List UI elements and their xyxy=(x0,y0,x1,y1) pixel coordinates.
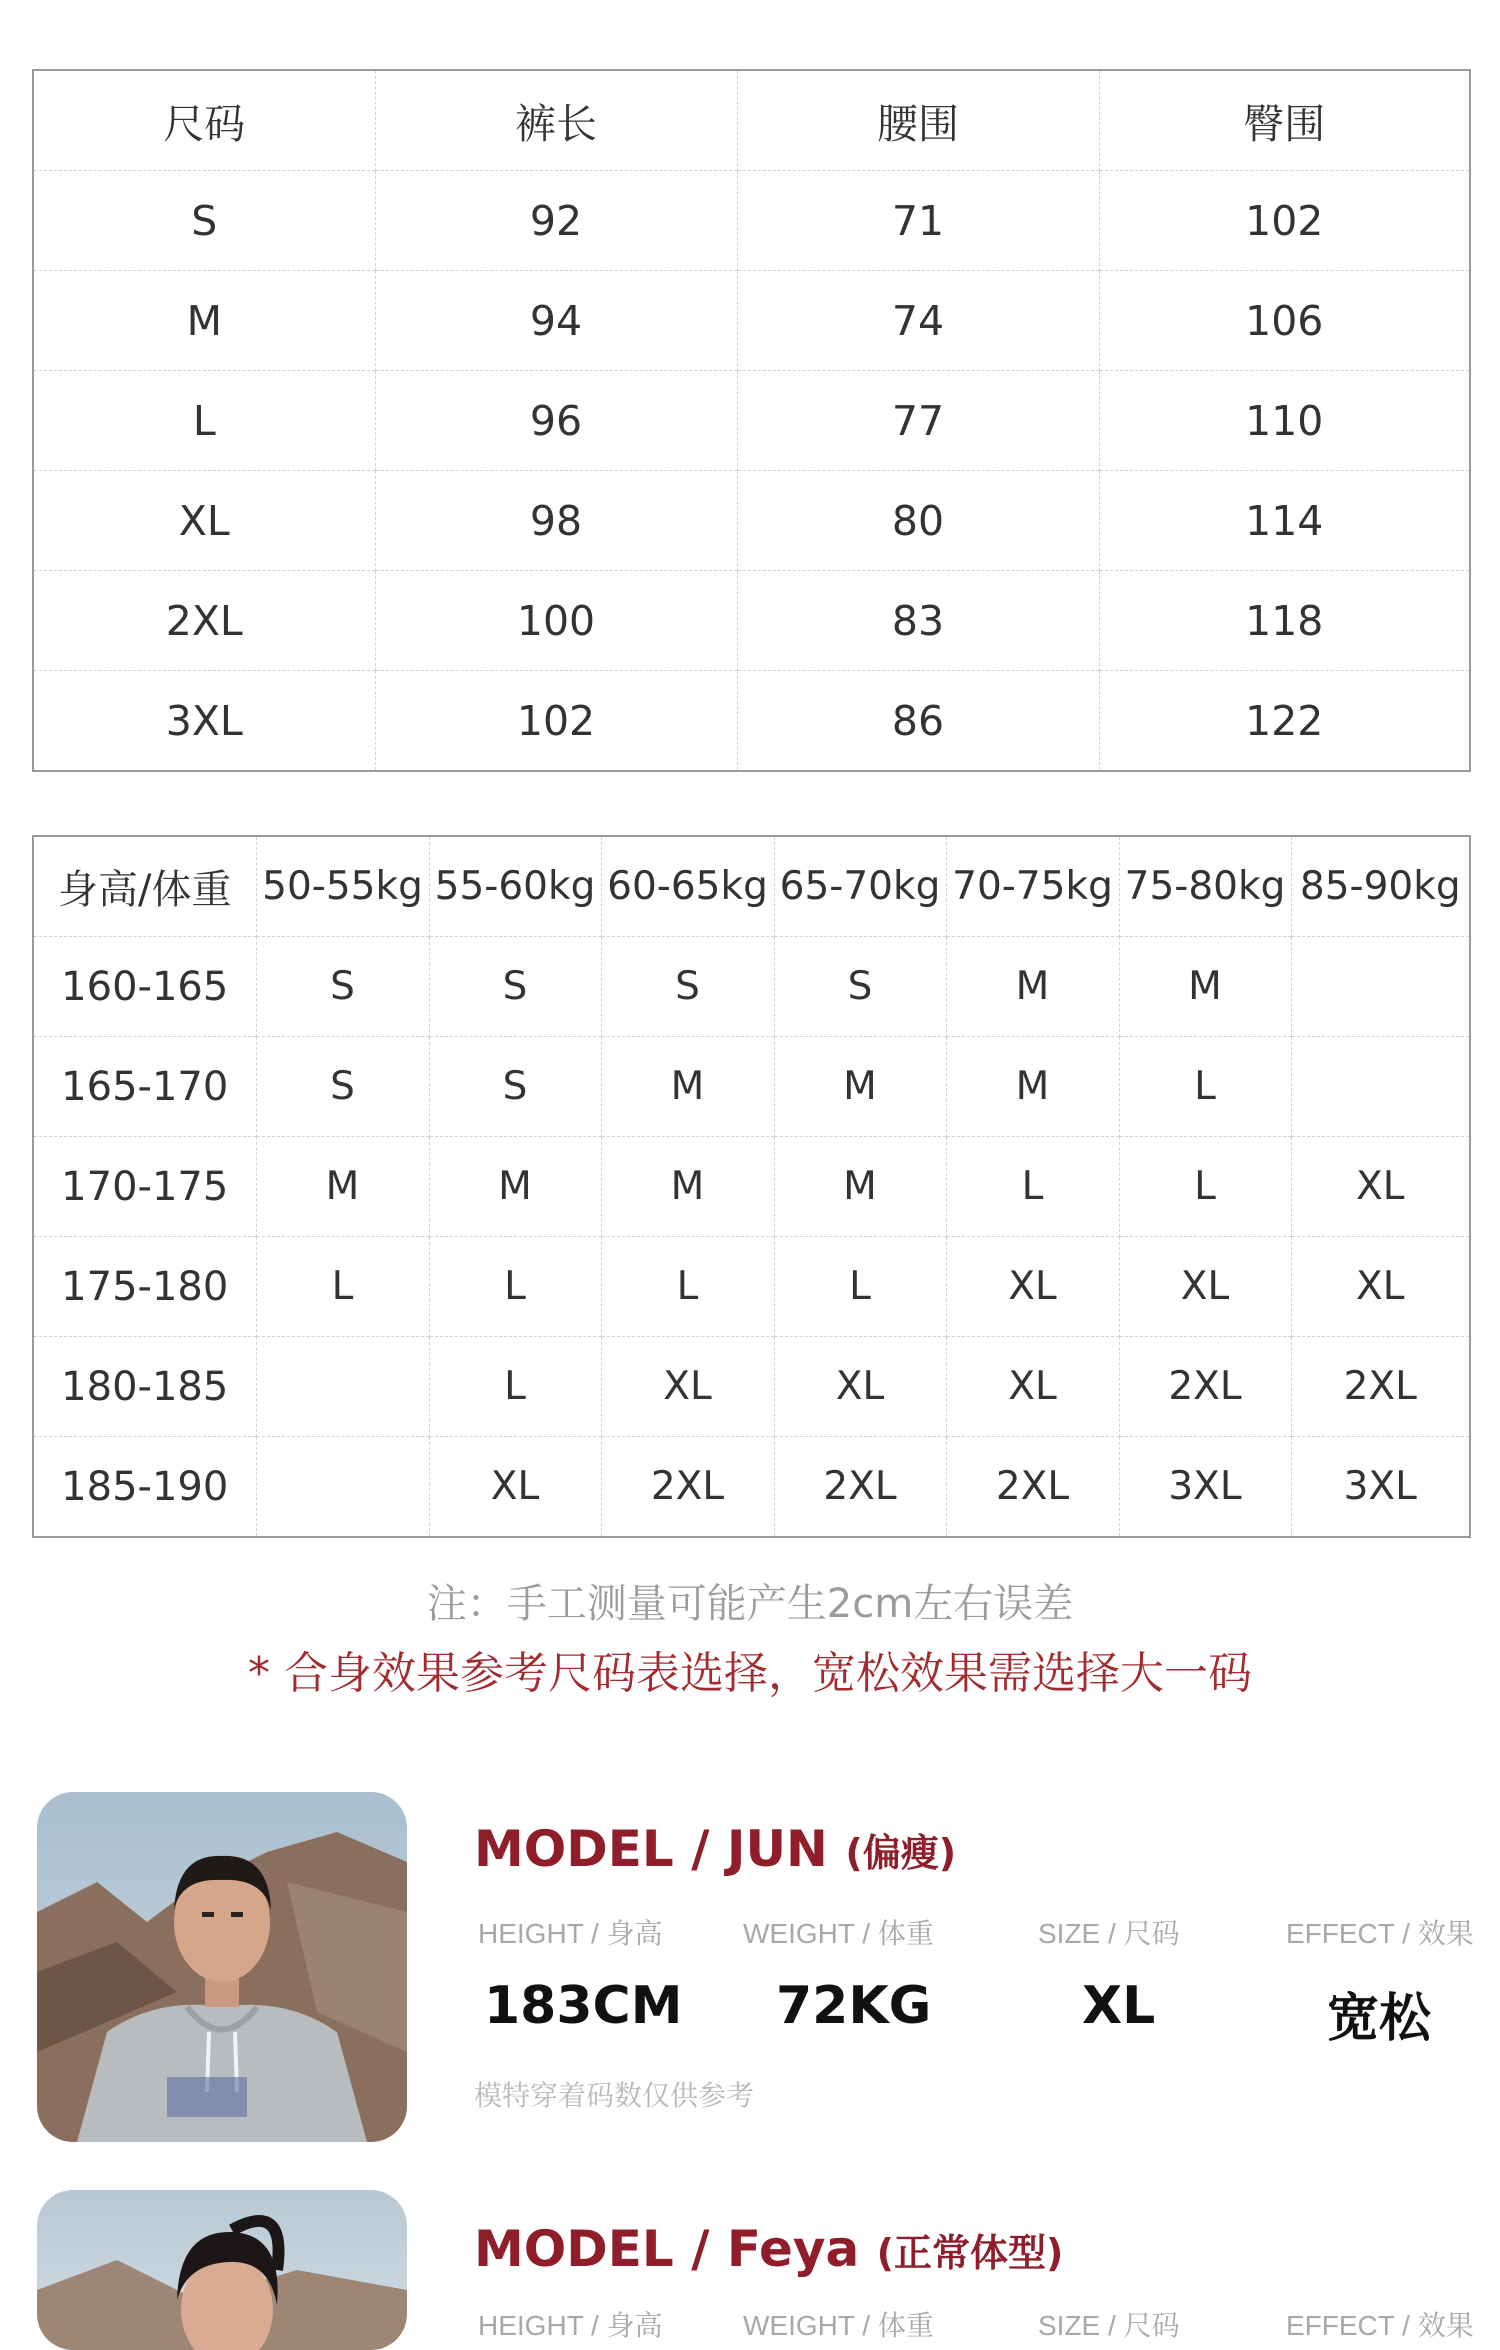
fit-table-cell: L xyxy=(774,1237,946,1337)
model-jun-title xyxy=(474,1820,956,1878)
size-value: XL xyxy=(1082,1976,1156,2036)
size-table-row xyxy=(33,471,1470,571)
fit-table-row xyxy=(33,1237,1470,1337)
size-table-header-row xyxy=(33,70,1470,171)
height-label: HEIGHT / 身高 xyxy=(478,1918,663,1949)
fit-table-row xyxy=(33,1137,1470,1237)
model-build: (偏瘦) xyxy=(845,1831,957,1875)
fit-table-header-cell: 60-65kg xyxy=(601,836,774,937)
fit-table-header-cell: 75-80kg xyxy=(1119,836,1291,937)
fit-table-row xyxy=(33,937,1470,1037)
fit-table-cell: M xyxy=(601,1137,774,1237)
size-table-cell: 102 xyxy=(1099,171,1470,271)
size-table-cell: 3XL xyxy=(33,671,375,772)
fit-table-cell: L xyxy=(429,1237,601,1337)
fit-table-cell xyxy=(256,1437,429,1538)
fit-table-cell: L xyxy=(1119,1037,1291,1137)
height-value: 183CM xyxy=(484,1976,683,2036)
fit-table-cell: S xyxy=(429,937,601,1037)
size-table-header-cell: 腰围 xyxy=(737,70,1099,171)
fit-table-header-cell: 65-70kg xyxy=(774,836,946,937)
fit-table-cell: S xyxy=(601,937,774,1037)
size-measurement-table xyxy=(32,69,1471,772)
fit-table-cell: L xyxy=(601,1237,774,1337)
fit-table-header-cell: 50-55kg xyxy=(256,836,429,937)
fit-table-cell: XL xyxy=(1291,1237,1470,1337)
fit-table-row xyxy=(33,1037,1470,1137)
fit-table-cell: XL xyxy=(429,1437,601,1538)
model-build: (正常体型) xyxy=(876,2231,1064,2275)
fit-table-cell: M xyxy=(256,1137,429,1237)
size-table-cell: XL xyxy=(33,471,375,571)
size-label: SIZE / 尺码 xyxy=(1038,1918,1180,1949)
fit-table-cell: L xyxy=(946,1137,1119,1237)
size-table-cell: 118 xyxy=(1099,571,1470,671)
size-recommendation-table xyxy=(32,835,1471,1538)
fit-table-cell: 3XL xyxy=(1119,1437,1291,1538)
fit-table-cell: 2XL xyxy=(774,1437,946,1538)
size-table-cell: 2XL xyxy=(33,571,375,671)
model-jun-photo xyxy=(37,1792,407,2142)
size-table-cell: 114 xyxy=(1099,471,1470,571)
fit-table-cell: XL xyxy=(946,1337,1119,1437)
size-table-header-cell: 裤长 xyxy=(375,70,737,171)
size-table-cell: 86 xyxy=(737,671,1099,772)
fit-table-cell: 165-170 xyxy=(33,1037,256,1137)
size-table-cell: 110 xyxy=(1099,371,1470,471)
model-name: MODEL / Feya xyxy=(474,2220,860,2278)
size-table-cell: 96 xyxy=(375,371,737,471)
size-table-row xyxy=(33,671,1470,772)
fit-table-cell: XL xyxy=(946,1237,1119,1337)
fit-table-cell xyxy=(1291,937,1470,1037)
size-table-cell: 77 xyxy=(737,371,1099,471)
fit-table-cell: S xyxy=(429,1037,601,1137)
fit-table-cell: M xyxy=(774,1037,946,1137)
fit-table-cell: M xyxy=(1119,937,1291,1037)
size-table-row xyxy=(33,171,1470,271)
fit-table-cell: M xyxy=(774,1137,946,1237)
fit-table-header-cell: 70-75kg xyxy=(946,836,1119,937)
fit-table-cell: 160-165 xyxy=(33,937,256,1037)
fit-table-cell: XL xyxy=(774,1337,946,1437)
model-feya-photo xyxy=(37,2190,407,2350)
fit-table-cell: M xyxy=(601,1037,774,1137)
size-table-cell: 83 xyxy=(737,571,1099,671)
fit-table-row xyxy=(33,1337,1470,1437)
fit-table-cell: XL xyxy=(1291,1137,1470,1237)
fit-table-cell: S xyxy=(256,1037,429,1137)
fit-table-header-cell: 85-90kg xyxy=(1291,836,1470,937)
size-table-cell: L xyxy=(33,371,375,471)
model-feya-title xyxy=(474,2220,1063,2278)
size-table-cell: 71 xyxy=(737,171,1099,271)
fit-table-cell: XL xyxy=(601,1337,774,1437)
model-name: MODEL / JUN xyxy=(474,1820,828,1878)
fit-table-cell: M xyxy=(429,1137,601,1237)
fit-table-cell: 170-175 xyxy=(33,1137,256,1237)
weight-label: WEIGHT / 体重 xyxy=(743,2310,934,2341)
effect-label: EFFECT / 效果 xyxy=(1286,1918,1474,1949)
fit-table-cell: 2XL xyxy=(1291,1337,1470,1437)
fit-table-cell: 2XL xyxy=(946,1437,1119,1538)
height-label: HEIGHT / 身高 xyxy=(478,2310,663,2341)
size-table-cell: 92 xyxy=(375,171,737,271)
size-table-cell: 94 xyxy=(375,271,737,371)
model-size-disclaimer: 模特穿着码数仅供参考 xyxy=(474,2079,755,2112)
size-table-header-cell: 尺码 xyxy=(163,100,246,148)
measurement-note: 注：手工测量可能产生2cm左右误差 xyxy=(426,1581,1074,1627)
weight-value: 72KG xyxy=(776,1976,932,2036)
fit-table-row xyxy=(33,1437,1470,1538)
size-table-cell: 122 xyxy=(1099,671,1470,772)
fit-table-cell: M xyxy=(946,937,1119,1037)
size-label: SIZE / 尺码 xyxy=(1038,2310,1180,2341)
size-table-cell: 106 xyxy=(1099,271,1470,371)
fit-table-cell: 175-180 xyxy=(33,1237,256,1337)
fit-table-cell: 2XL xyxy=(1119,1337,1291,1437)
fit-table-cell: S xyxy=(256,937,429,1037)
fit-table-cell: 2XL xyxy=(601,1437,774,1538)
fit-table-cell: 185-190 xyxy=(33,1437,256,1538)
size-table-row xyxy=(33,371,1470,471)
effect-value: 宽松 xyxy=(1327,1989,1432,2049)
size-table-cell: 100 xyxy=(375,571,737,671)
fit-table-cell: 180-185 xyxy=(33,1337,256,1437)
size-table-cell: 98 xyxy=(375,471,737,571)
fit-table-cell: L xyxy=(1119,1137,1291,1237)
size-table-row xyxy=(33,271,1470,371)
effect-label: EFFECT / 效果 xyxy=(1286,2310,1474,2341)
fit-table-header-cell: 身高/体重 xyxy=(58,867,232,913)
fit-table-cell: S xyxy=(774,937,946,1037)
size-table-cell: M xyxy=(33,271,375,371)
size-table-cell: 74 xyxy=(737,271,1099,371)
fit-table-cell: 3XL xyxy=(1291,1437,1470,1538)
size-table-cell: 102 xyxy=(375,671,737,772)
fit-table-cell: L xyxy=(256,1237,429,1337)
weight-label: WEIGHT / 体重 xyxy=(743,1918,934,1949)
fit-advice-note: * 合身效果参考尺码表选择，宽松效果需选择大一码 xyxy=(248,1648,1252,1699)
fit-table-header-row xyxy=(33,836,1470,937)
fit-table-cell: M xyxy=(946,1037,1119,1137)
size-table-row xyxy=(33,571,1470,671)
fit-table-cell xyxy=(1291,1037,1470,1137)
size-table-cell: S xyxy=(33,171,375,271)
fit-table-cell: XL xyxy=(1119,1237,1291,1337)
fit-table-cell xyxy=(256,1337,429,1437)
fit-table-header-cell: 55-60kg xyxy=(429,836,601,937)
size-table-cell: 80 xyxy=(737,471,1099,571)
fit-table-cell: L xyxy=(429,1337,601,1437)
size-table-header-cell: 臀围 xyxy=(1099,70,1470,171)
